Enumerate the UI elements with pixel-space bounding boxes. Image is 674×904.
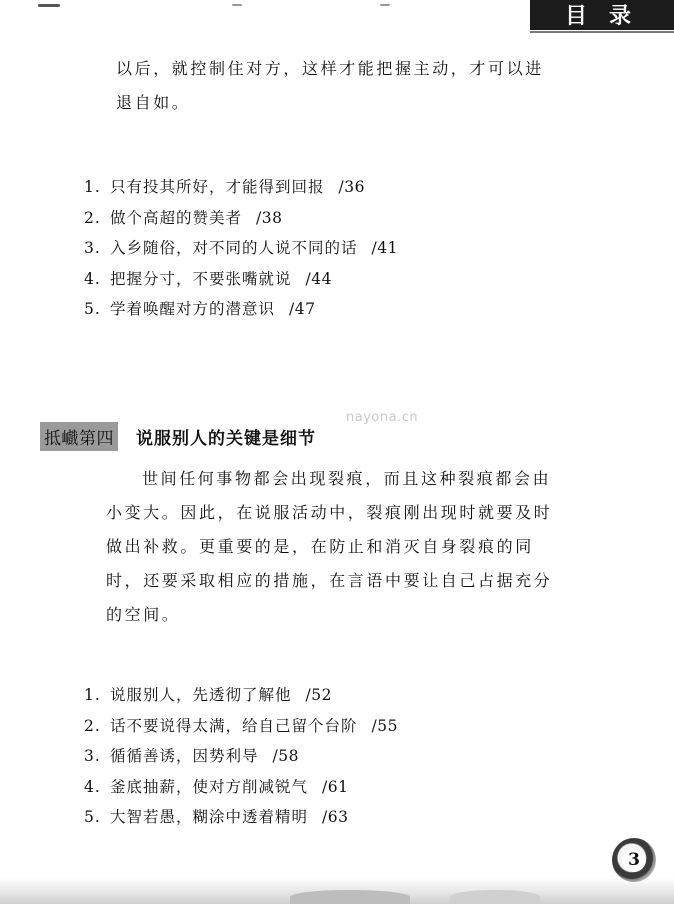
toc-entry[interactable] — [84, 172, 398, 203]
chapter-heading[interactable] — [40, 422, 316, 451]
toc-entry-number: 4. — [84, 777, 101, 796]
toc-entry-title: 把握分寸，不要张嘴就说 — [110, 269, 292, 288]
toc-entry-number: 4. — [84, 269, 101, 288]
toc-entry-title: 只有投其所好，才能得到回报 — [110, 178, 325, 196]
ink-mark — [38, 4, 60, 7]
intro-paragraph: 以后，就控制住对方，这样才能把握主动，才可以进退自如。 — [116, 59, 544, 112]
toc-list-section-b — [84, 680, 398, 833]
toc-entry[interactable] — [84, 741, 398, 772]
page-number-badge — [612, 838, 656, 882]
toc-entry-number: 5. — [84, 808, 101, 827]
toc-entry-page: /47 — [289, 300, 316, 319]
toc-entry-page: /36 — [338, 178, 365, 196]
toc-entry[interactable] — [84, 680, 398, 711]
toc-entry-title: 入乡随俗，对不同的人说不同的话 — [110, 239, 358, 258]
toc-entry[interactable] — [84, 233, 398, 264]
chapter-summary: 世间任何事物都会出现裂痕，而且这种裂痕都会由小变大。因此，在说服活动中，裂痕刚出现时就要及时做出补救。更重要的是，在防止和消灭自身裂痕的同时，还要采取相应的措施，在言语中要让自己占据充分的空间。 — [106, 469, 553, 624]
toc-entry-page: /38 — [256, 208, 283, 227]
chapter-title: 说服别人的关键是细节 — [136, 429, 316, 449]
toc-entry-page: /58 — [272, 747, 299, 766]
toc-entry[interactable] — [84, 802, 398, 833]
toc-entry-page: /63 — [322, 808, 349, 827]
watermark: nayona.cn — [346, 410, 419, 425]
toc-entry-page: /52 — [305, 686, 332, 704]
toc-entry-number: 5. — [84, 300, 101, 319]
toc-entry[interactable] — [84, 711, 398, 742]
page-number: 3 — [622, 848, 646, 872]
toc-entry-title: 循循善诱，因势利导 — [110, 747, 259, 766]
toc-entry-number: 2. — [84, 716, 101, 735]
toc-entry-page: /41 — [371, 239, 398, 258]
toc-entry[interactable] — [84, 294, 398, 325]
toc-entry[interactable] — [84, 772, 398, 803]
toc-entry-title: 说服别人，先透彻了解他 — [110, 686, 292, 704]
toc-entry-title: 学着唤醒对方的潜意识 — [110, 300, 276, 319]
toc-list-section-a — [84, 172, 398, 325]
toc-entry-number: 3. — [84, 239, 101, 258]
ink-mark — [232, 4, 242, 6]
toc-entry-number: 1. — [84, 686, 101, 704]
toc-entry-number: 1. — [84, 178, 101, 196]
chapter-number: 抵巇第四 — [40, 422, 118, 451]
toc-entry-number: 2. — [84, 208, 101, 227]
toc-entry-title: 做个高超的赞美者 — [110, 208, 243, 227]
toc-entry[interactable] — [84, 264, 398, 295]
bottom-ink-blob — [450, 890, 540, 904]
toc-entry-title: 话不要说得太满，给自己留个台阶 — [110, 716, 358, 735]
toc-entry-title: 大智若愚，糊涂中透着精明 — [110, 808, 309, 827]
bottom-ink-blob — [290, 890, 410, 904]
toc-entry-title: 釜底抽薪，使对方削减锐气 — [110, 777, 309, 796]
toc-entry-page: /61 — [322, 777, 349, 796]
toc-header-tab: 目录 — [530, 0, 674, 30]
toc-entry-page: /44 — [305, 269, 332, 288]
toc-entry[interactable] — [84, 203, 398, 234]
ink-mark — [380, 4, 390, 6]
toc-entry-page: /55 — [371, 716, 398, 735]
toc-entry-number: 3. — [84, 747, 101, 766]
